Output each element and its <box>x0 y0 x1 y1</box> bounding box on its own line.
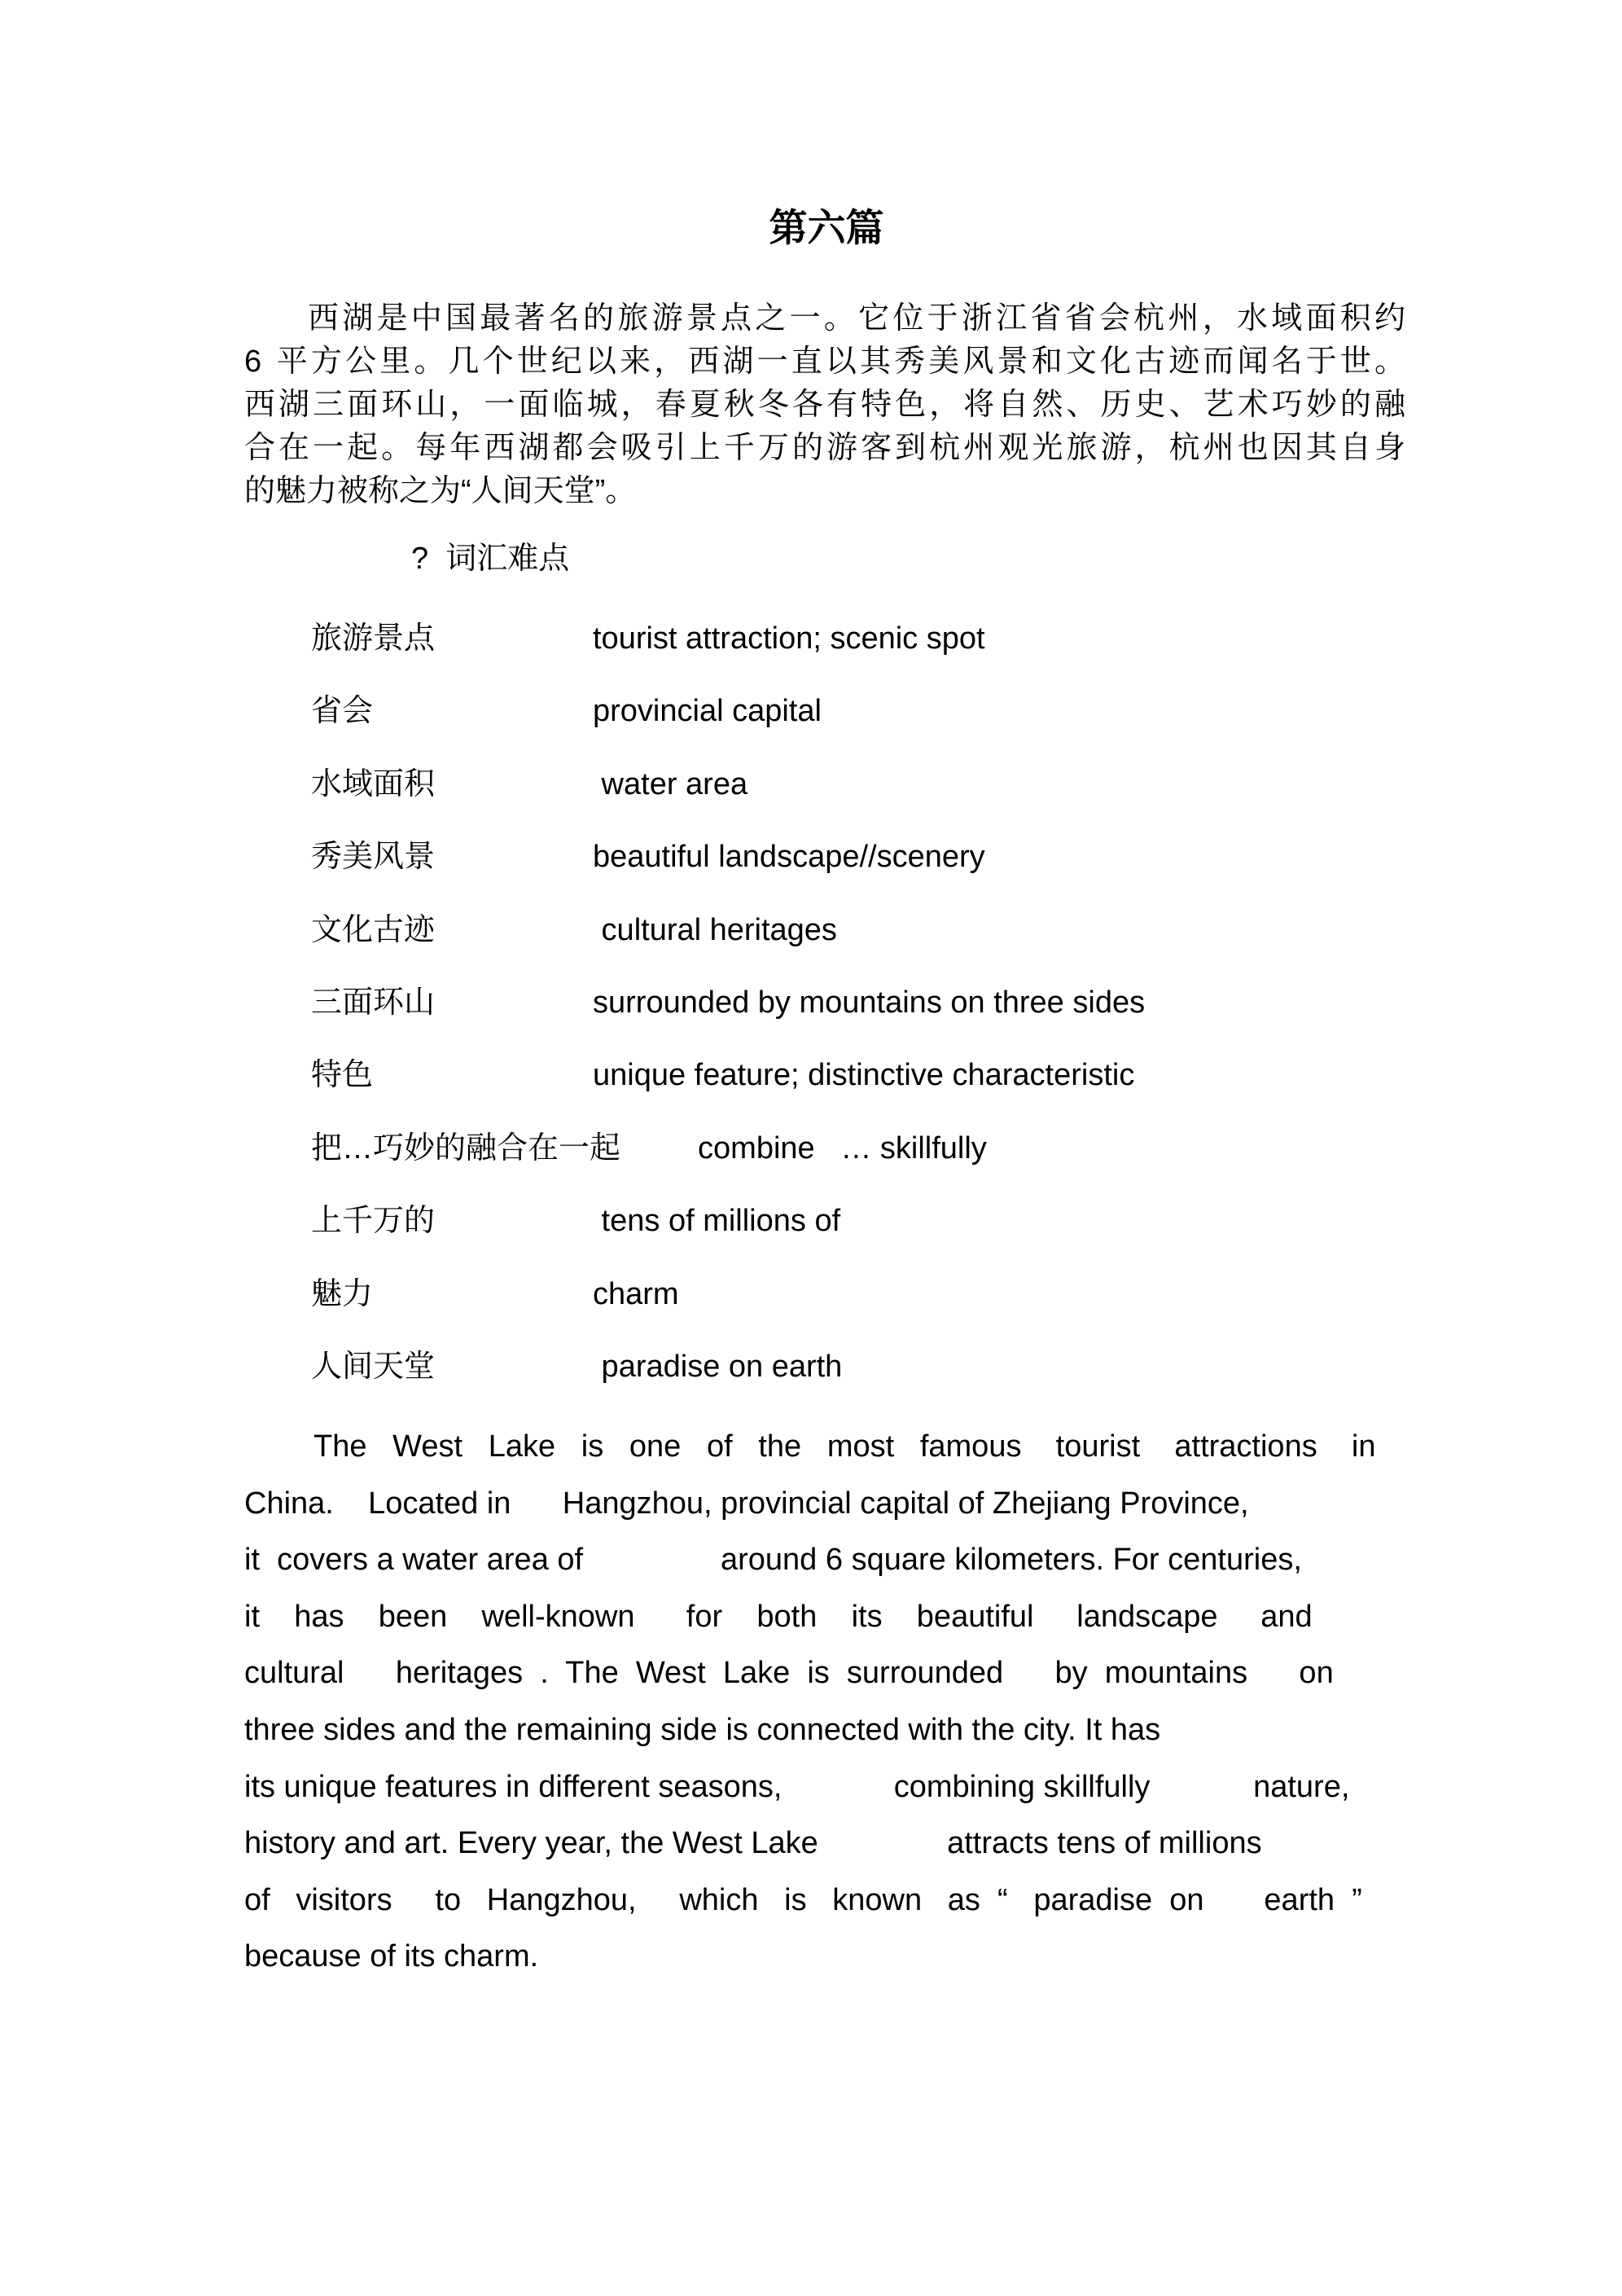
vocab-list <box>244 620 1409 1420</box>
english-paragraph-line: of visitors to Hangzhou, which is known as “ paradise on earth ” <box>244 1882 1362 1917</box>
vocab-term: 上千万的 <box>311 1204 436 1239</box>
vocab-row <box>244 1275 1409 1348</box>
chinese-paragraph <box>244 297 1409 513</box>
vocab-term: 文化古迹 <box>311 912 436 947</box>
vocab-row <box>244 838 1409 911</box>
vocab-row <box>244 1348 1409 1420</box>
chinese-paragraph-line: 的魅力被称之为“人间天堂”。 <box>244 474 637 508</box>
chinese-paragraph-line: 西湖三面环山，一面临城，春夏秋冬各有特色，将自然、历史、艺术巧妙的融 <box>244 388 1409 422</box>
vocab-translation: paradise on earth <box>593 1349 843 1384</box>
vocab-row <box>244 911 1409 984</box>
vocab-row <box>244 1130 1409 1202</box>
vocab-translation: combine … skillfully <box>620 1130 987 1166</box>
vocab-section-header: ? 词汇难点 <box>411 542 570 576</box>
english-paragraph-line: China. Located in Hangzhou, provincial capital of Zhejiang Province, <box>244 1486 1249 1521</box>
english-paragraph-line: it covers a water area of around 6 square kilometers. For centuries, <box>244 1543 1302 1578</box>
vocab-row <box>244 620 1409 692</box>
english-paragraph-line: its unique features in different seasons, combining skillfully nature, <box>244 1769 1350 1804</box>
vocab-translation: surrounded by mountains on three sides <box>593 985 1146 1020</box>
vocab-term: 秀美风景 <box>311 840 436 875</box>
chinese-paragraph-line: 西湖是中国最著名的旅游景点之一。它位于浙江省省会杭州，水域面积约 <box>308 301 1409 336</box>
chinese-paragraph-line: 合在一起。每年西湖都会吸引上千万的游客到杭州观光旅游，杭州也因其自身 <box>244 431 1409 465</box>
english-paragraph-line: cultural heritages . The West Lake is surrounded by mountains on <box>244 1656 1334 1691</box>
vocab-row <box>244 984 1409 1056</box>
chinese-paragraph-line: 6 平方公里。几个世纪以来，西湖一直以其秀美风景和文化古迹而闻名于世。 <box>244 345 1409 379</box>
vocab-translation: charm <box>593 1276 679 1311</box>
english-paragraph-line: it has been well-known for both its beautiful landscape and <box>244 1599 1313 1634</box>
vocab-translation: tens of millions of <box>593 1204 841 1239</box>
vocab-term: 水域面积 <box>311 766 436 801</box>
vocab-translation: cultural heritages <box>593 912 837 947</box>
vocab-term: 三面环山 <box>311 985 436 1020</box>
vocab-translation: beautiful landscape//scenery <box>593 840 985 875</box>
vocab-translation: provincial capital <box>593 694 822 729</box>
vocab-term: 省会 <box>311 694 374 729</box>
english-paragraph-line: The West Lake is one of the most famous tourist attractions in <box>313 1429 1376 1464</box>
vocab-translation: unique feature; distinctive characteristic <box>593 1058 1135 1093</box>
vocab-term: 把…巧妙的融合在一起 <box>311 1130 621 1166</box>
vocab-row <box>244 766 1409 838</box>
vocab-translation: water area <box>593 766 748 801</box>
page-title: 第六篇 <box>769 206 884 249</box>
vocab-term: 人间天堂 <box>311 1349 436 1384</box>
vocab-term: 特色 <box>311 1058 374 1093</box>
vocab-translation: tourist attraction; scenic spot <box>593 621 985 656</box>
english-paragraph <box>244 1419 1409 1986</box>
vocab-term: 魅力 <box>311 1276 374 1311</box>
vocab-row <box>244 1056 1409 1129</box>
english-paragraph-line: three sides and the remaining side is connected with the city. It has <box>244 1712 1161 1747</box>
vocab-row <box>244 1202 1409 1275</box>
document-content <box>244 0 1409 2296</box>
vocab-term: 旅游景点 <box>311 621 436 656</box>
vocab-row <box>244 692 1409 765</box>
english-paragraph-line: history and art. Every year, the West Lake attracts tens of millions <box>244 1826 1262 1861</box>
english-paragraph-line: because of its charm. <box>244 1939 539 1974</box>
